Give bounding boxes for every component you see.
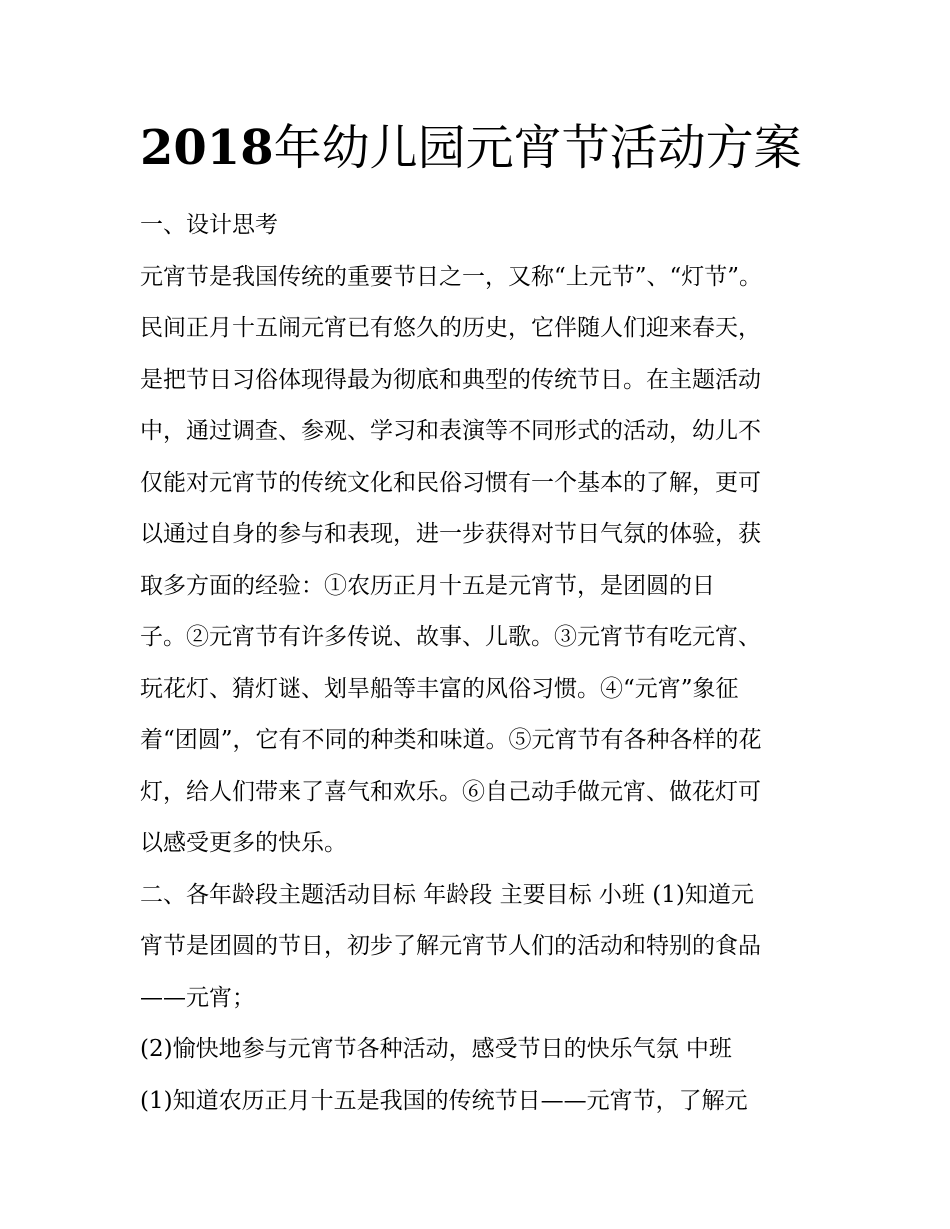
- document-title: [140, 112, 840, 184]
- body-line: (2)愉快地参与元宵节各种活动，感受节日的快乐气氛 中班: [140, 1036, 732, 1062]
- body-line: 子。②元宵节有许多传说、故事、儿歌。③元宵节有吃元宵、: [140, 624, 761, 650]
- body-line: 以通过自身的参与和表现，进一步获得对节日气氛的体验，获: [140, 521, 761, 547]
- body-line: 着“团圆”，它有不同的种类和味道。⑤元宵节有各种各样的花: [140, 727, 762, 753]
- body-line: 宵节是团圆的节日，初步了解元宵节人们的活动和特别的食品: [140, 933, 761, 959]
- body-line: (1)知道农历正月十五是我国的传统节日——元宵节，了解元: [140, 1087, 748, 1114]
- section-heading-goals: 二、各年龄段主题活动目标 年龄段 主要目标 小班 (1)知道元: [140, 881, 754, 908]
- section-heading-design: 一、设计思考: [140, 212, 278, 238]
- body-line: ——元宵；: [140, 984, 255, 1011]
- title-text: 年幼儿园元宵节活动方案: [273, 120, 802, 176]
- body-line: 是把节日习俗体现得最为彻底和典型的传统节日。在主题活动: [140, 366, 761, 393]
- title-year: 2018: [140, 120, 274, 176]
- body-line: 玩花灯、猜灯谜、划旱船等丰富的风俗习惯。④“元宵”象征: [140, 675, 739, 702]
- body-line: 民间正月十五闹元宵已有悠久的历史，它伴随人们迎来春天，: [140, 315, 761, 341]
- document-body: [140, 200, 820, 1127]
- body-line: 以感受更多的快乐。: [140, 830, 347, 856]
- body-line: 取多方面的经验：①农历正月十五是元宵节，是团圆的日: [140, 572, 715, 599]
- body-line: 灯，给人们带来了喜气和欢乐。⑥自己动手做元宵、做花灯可: [140, 778, 761, 805]
- body-line: 元宵节是我国传统的重要节日之一，又称“上元节”、“灯节”。: [140, 263, 763, 290]
- body-line: 仅能对元宵节的传统文化和民俗习惯有一个基本的了解，更可: [140, 469, 761, 496]
- body-line: 中，通过调查、参观、学习和表演等不同形式的活动，幼儿不: [140, 418, 761, 444]
